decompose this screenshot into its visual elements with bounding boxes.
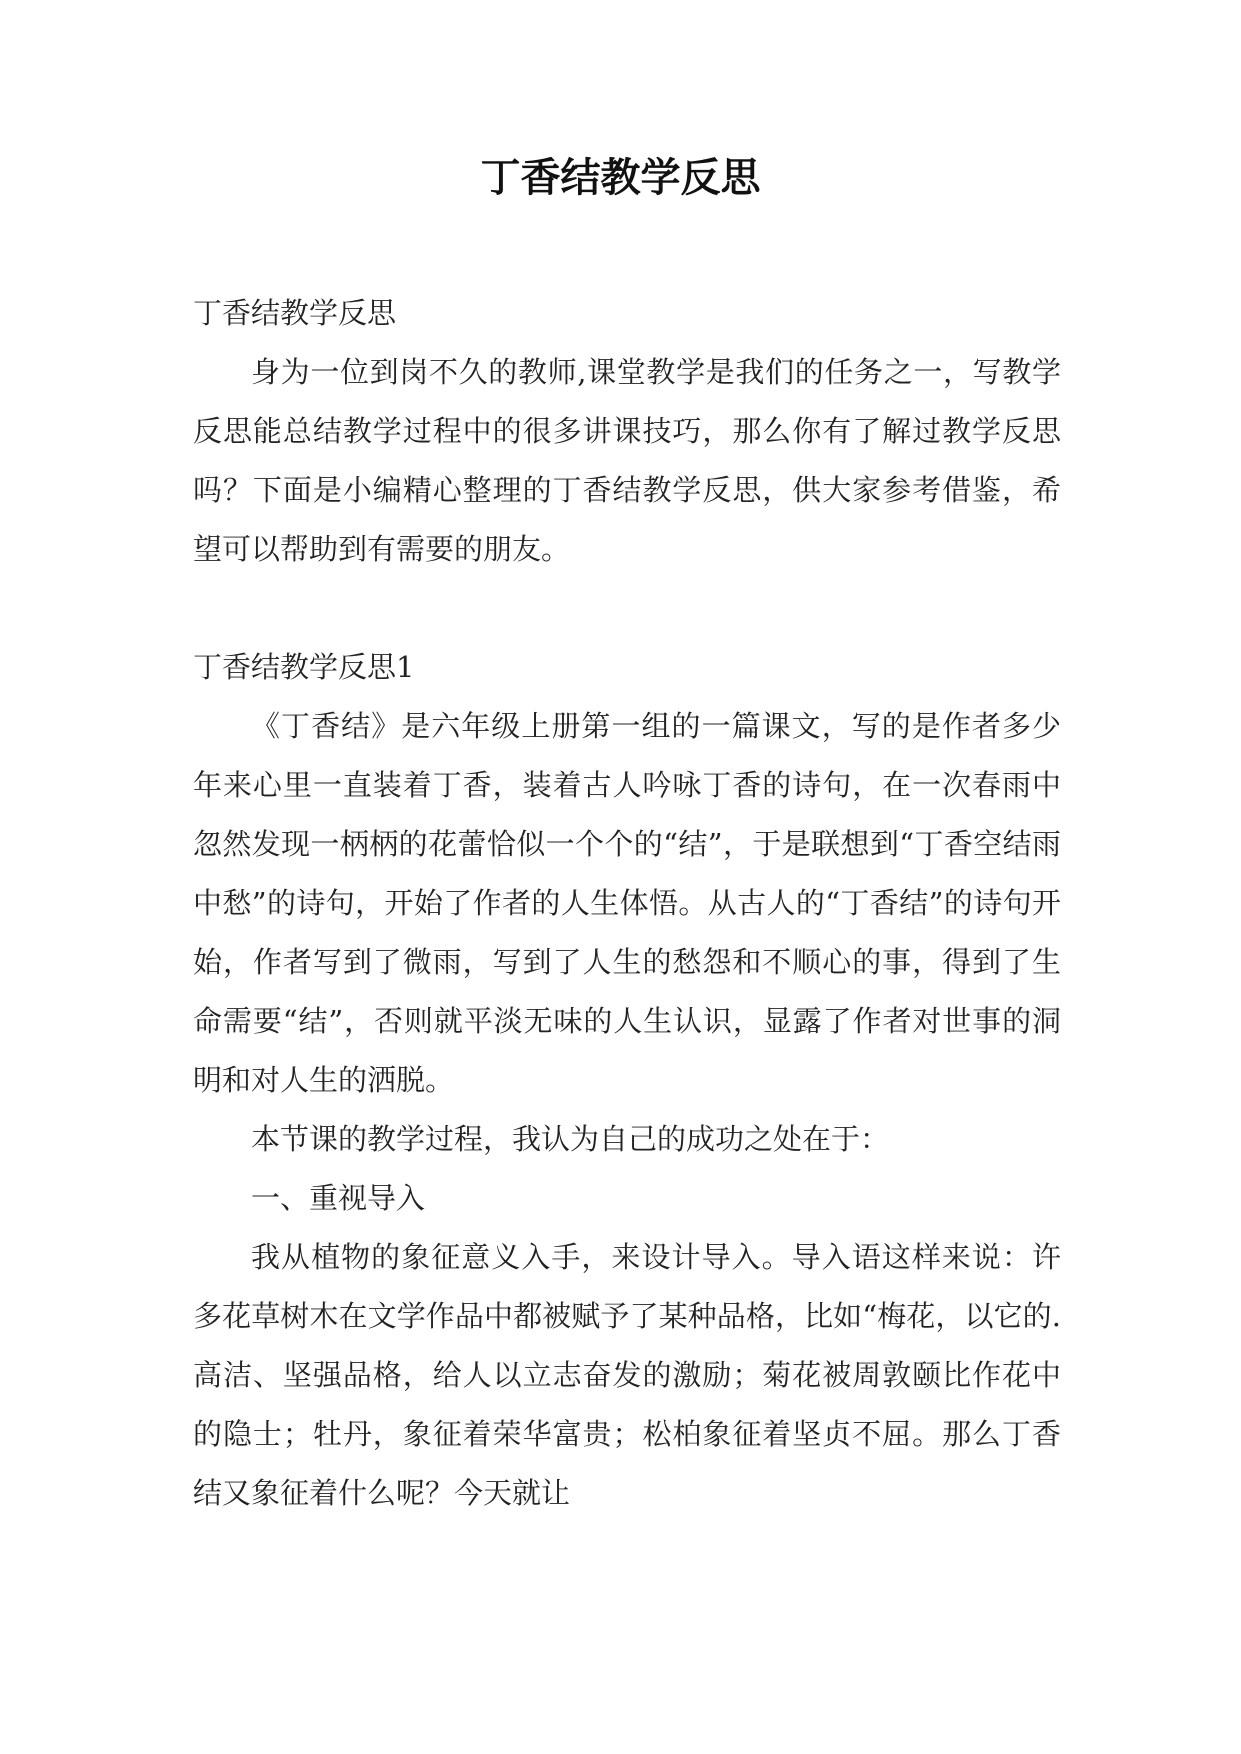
document-body — [193, 284, 1061, 1523]
section-spacer — [193, 579, 1061, 638]
document-title: 丁香结教学反思 — [480, 155, 761, 201]
body-paragraph: 本节课的教学过程，我认为自己的成功之处在于： — [251, 1122, 890, 1156]
intro-paragraph: 身为一位到岗不久的教师,课堂教学是我们的任务之一，写教学反思能总结教学过程中的很多讲课技巧，那么你有了解过教学反思吗？下面是小编精心整理的丁香结教学反思，供大家参考借鉴，希望可以帮助到有需要的朋友。 — [193, 355, 1061, 566]
body-paragraph: 我从植物的象征意义入手，来设计导入。导入语这样来说：许多花草树木在文学作品中都被赋予了某种品格，比如“梅花，以它的.高洁、坚强品格，给人以立志奋发的激励；菊花被周敦颐比作花中的隐士；牡丹，象征着荣华富贵；松柏象征着坚贞不屈。那么丁香结又象征着什么呢？今天就让 — [193, 1240, 1061, 1510]
body-paragraph: 《丁香结》是六年级上册第一组的一篇课文，写的是作者多少年来心里一直装着丁香，装着古人吟咏丁香的诗句，在一次春雨中忽然发现一柄柄的花蕾恰似一个个的“结”，于是联想到“丁香空结雨中愁”的诗句，开始了作者的人生体悟。从古人的“丁香结”的诗句开始，作者写到了微雨，写到了人生的愁怨和不顺心的事，得到了生命需要“结”，否则就平淡无味的人生认识，显露了作者对世事的洞明和对人生的洒脱。 — [193, 709, 1061, 1097]
subsection-heading: 一、重视导入 — [251, 1181, 426, 1215]
document-subtitle: 丁香结教学反思 — [193, 296, 397, 330]
section-heading: 丁香结教学反思1 — [193, 650, 415, 684]
